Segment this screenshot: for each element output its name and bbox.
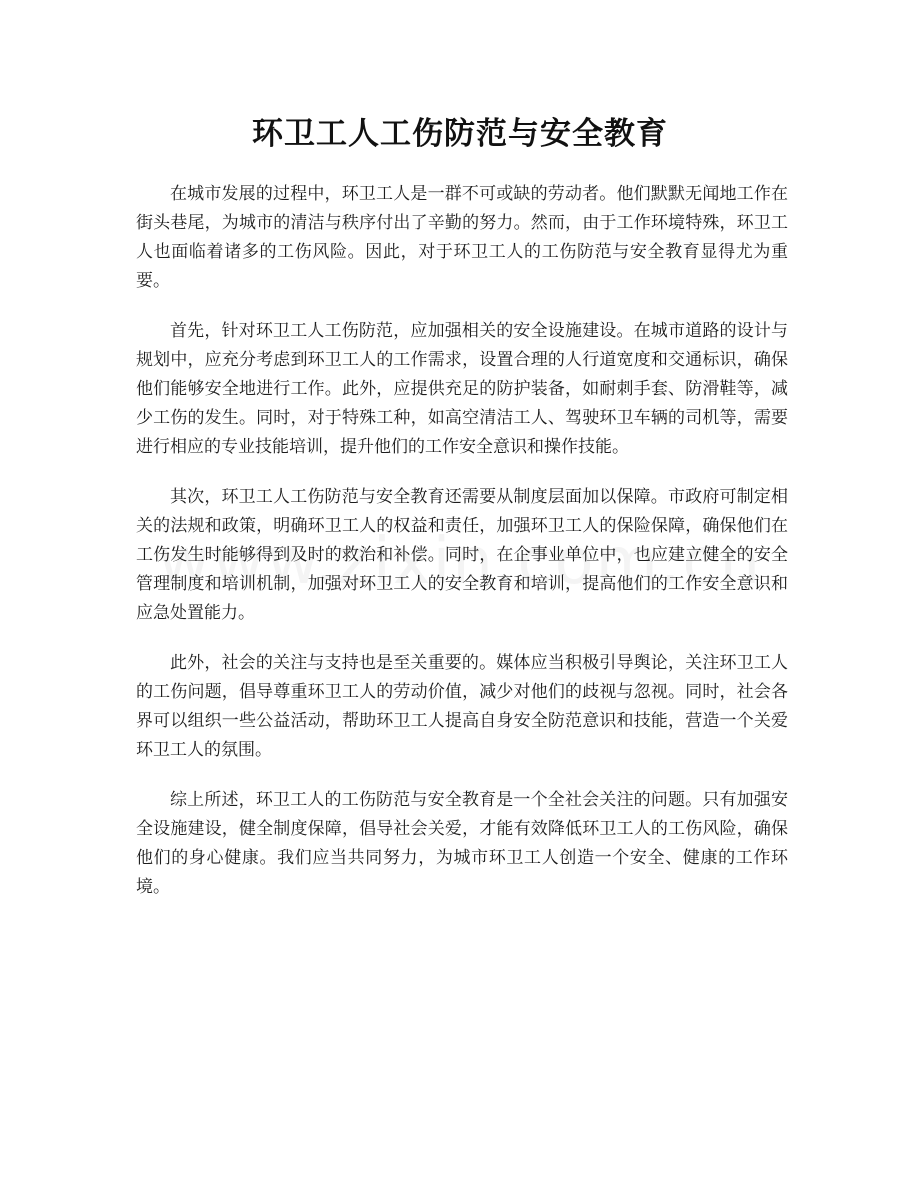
paragraph-society: 此外，社会的关注与支持也是至关重要的。媒体应当积极引导舆论，关注环卫工人的工伤问题，倡导尊重环卫工人的劳动价值，减少对他们的歧视与忽视。同时，社会各界可以组织一些公益活动，帮助环卫工人提高自身安全防范意识和技能，营造一个关爱环卫工人的氛围。 xyxy=(136,653,788,760)
paragraph-institutions: 其次，环卫工人工伤防范与安全教育还需要从制度层面加以保障。市政府可制定相关的法规和政策，明确环卫工人的权益和责任，加强环卫工人的保险保障，确保他们在工伤发生时能够得到及时的救治和补偿。同时，在企事业单位中，也应建立健全的安全管理制度和培训机制，加强对环卫工人的安全教育和培训，提高他们的工作安全意识和应急处置能力。 xyxy=(136,487,788,623)
document-title: 环卫工人工伤防范与安全教育 xyxy=(252,116,668,152)
paragraph-facilities: 首先，针对环卫工人工伤防范，应加强相关的安全设施建设。在城市道路的设计与规划中，应充分考虑到环卫工人的工作需求，设置合理的人行道宽度和交通标识，确保他们能够安全地进行工作。此外，应提供充足的防护装备，如耐刺手套、防滑鞋等，减少工伤的发生。同时，对于特殊工种，如高空清洁工人、驾驶环卫车辆的司机等，需要进行相应的专业技能培训，提升他们的工作安全意识和操作技能。 xyxy=(136,321,788,457)
document-body xyxy=(136,180,788,923)
paragraph-conclusion: 综上所述，环卫工人的工伤防范与安全教育是一个全社会关注的问题。只有加强安全设施建设，健全制度保障，倡导社会关爱，才能有效降低环卫工人的工伤风险，确保他们的身心健康。我们应当共同努力，为城市环卫工人创造一个安全、健康的工作环境。 xyxy=(136,790,788,897)
paragraph-intro: 在城市发展的过程中，环卫工人是一群不可或缺的劳动者。他们默默无闻地工作在街头巷尾，为城市的清洁与秩序付出了辛勤的努力。然而，由于工作环境特殊，环卫工人也面临着诸多的工伤风险。因此，对于环卫工人的工伤防范与安全教育显得尤为重要。 xyxy=(136,184,788,291)
